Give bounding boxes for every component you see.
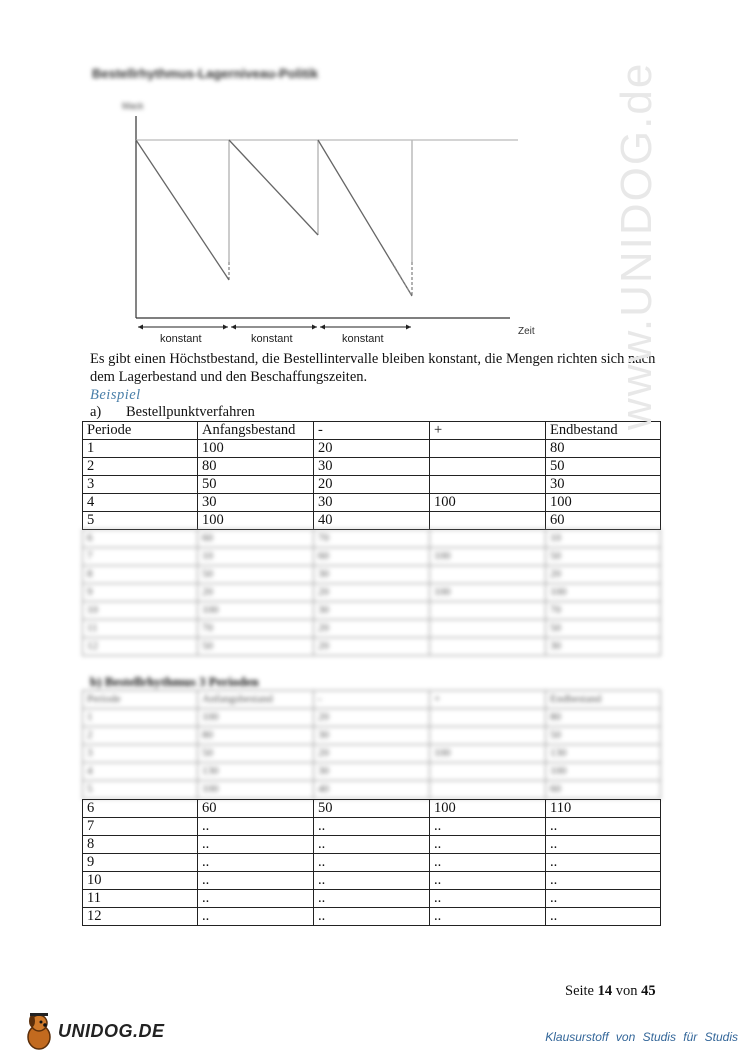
table-cell: .. [314, 818, 430, 836]
table-cell: 20 [314, 584, 430, 602]
table-cell: 9 [83, 854, 198, 872]
table-header-row [83, 691, 661, 709]
table-cell: 130 [546, 745, 661, 763]
table-cell [430, 458, 546, 476]
table-cell: 2 [83, 458, 198, 476]
chart-title: Bestellrhythmus-Lagerniveau-Politik [92, 66, 319, 81]
table-cell: 40 [314, 781, 430, 799]
example-heading: Beispiel [90, 387, 141, 403]
table-cell: 2 [83, 727, 198, 745]
table-cell [430, 530, 546, 548]
table-cell: 100 [546, 763, 661, 781]
table-cell: .. [198, 908, 314, 926]
table-cell: 1 [83, 709, 198, 727]
interval-label-2: konstant [251, 333, 293, 345]
table-cell: 6 [83, 530, 198, 548]
table-cell: 30 [198, 494, 314, 512]
table-cell: 100 [546, 494, 661, 512]
table-cell: 10 [198, 548, 314, 566]
table-cell: 30 [314, 566, 430, 584]
table-cell [430, 476, 546, 494]
table-row [83, 836, 661, 854]
y-axis-label: Mack [122, 101, 144, 111]
table-cell: 20 [314, 620, 430, 638]
table-cell [430, 602, 546, 620]
table-cell: 10 [83, 602, 198, 620]
table-cell: .. [430, 818, 546, 836]
table-cell: Periode [83, 422, 198, 440]
table-cell [430, 638, 546, 656]
table-cell: 7 [83, 548, 198, 566]
table-cell: 10 [546, 530, 661, 548]
table-cell: 60 [198, 530, 314, 548]
table-cell: 50 [546, 727, 661, 745]
table-cell: 100 [430, 494, 546, 512]
table-cell: 100 [430, 548, 546, 566]
table-row [83, 566, 661, 584]
table-cell: 7 [83, 818, 198, 836]
logo-text: UNIDOG.DE [58, 1020, 165, 1041]
page-total: 45 [641, 983, 656, 999]
table-row [83, 494, 661, 512]
table-cell: 80 [546, 709, 661, 727]
table-cell: .. [546, 908, 661, 926]
table-header-row [83, 422, 661, 440]
table-cell: 100 [430, 745, 546, 763]
table-cell [430, 620, 546, 638]
table-cell: .. [546, 836, 661, 854]
table-row [83, 709, 661, 727]
table-cell: 30 [314, 763, 430, 781]
table-cell: 30 [314, 458, 430, 476]
table-cell: .. [198, 818, 314, 836]
table-row [83, 458, 661, 476]
table-cell: .. [314, 836, 430, 854]
table-cell: 4 [83, 763, 198, 781]
table-cell: .. [430, 872, 546, 890]
table-row [83, 620, 661, 638]
page-label: Seite [565, 983, 594, 999]
dog-icon [24, 1011, 54, 1051]
table-cell: 50 [198, 566, 314, 584]
table-cell: 20 [314, 638, 430, 656]
table-cell: 60 [546, 512, 661, 530]
table-cell: .. [198, 890, 314, 908]
table-cell: .. [430, 836, 546, 854]
table-cell: .. [314, 854, 430, 872]
table-cell [430, 440, 546, 458]
table-cell: + [430, 422, 546, 440]
table-row [83, 872, 661, 890]
table-row [83, 727, 661, 745]
table-cell: 80 [198, 458, 314, 476]
table-row [83, 890, 661, 908]
table-cell: 60 [314, 548, 430, 566]
interval-label-1: konstant [160, 333, 202, 345]
table-cell: 100 [430, 584, 546, 602]
table-cell: 11 [83, 890, 198, 908]
table-row [83, 548, 661, 566]
table-cell: Endbestand [546, 422, 661, 440]
table-cell [430, 727, 546, 745]
consumption-line-1 [136, 140, 229, 280]
table-cell: .. [314, 890, 430, 908]
table-row [83, 584, 661, 602]
table-row [83, 512, 661, 530]
table-a-blurred [82, 529, 661, 656]
table-row [83, 800, 661, 818]
table-row [83, 530, 661, 548]
table-cell: 10 [83, 872, 198, 890]
table-cell: 30 [314, 727, 430, 745]
table-cell: 100 [430, 800, 546, 818]
table-b [82, 799, 661, 926]
table-a [82, 421, 661, 530]
table-cell: 40 [314, 512, 430, 530]
table-cell: 4 [83, 494, 198, 512]
table-cell: 100 [198, 709, 314, 727]
table-cell: 60 [546, 781, 661, 799]
table-cell: 5 [83, 512, 198, 530]
table-row [83, 476, 661, 494]
section-a-label: Bestellpunktverfahren [126, 404, 255, 420]
unidog-logo[interactable] [24, 1010, 165, 1052]
table-cell: 50 [198, 638, 314, 656]
table-cell: 3 [83, 745, 198, 763]
table-row [83, 908, 661, 926]
table-cell: 80 [546, 440, 661, 458]
table-row [83, 781, 661, 799]
table-row [83, 854, 661, 872]
table-cell [430, 709, 546, 727]
table-cell: 50 [198, 476, 314, 494]
page-number [565, 983, 656, 1000]
section-b-heading: b) Bestellrhythmus 3 Perioden [90, 674, 259, 689]
table-cell: 50 [314, 800, 430, 818]
table-cell: 100 [198, 781, 314, 799]
table-cell: 60 [198, 800, 314, 818]
table-cell: 70 [546, 602, 661, 620]
table-cell: 70 [314, 530, 430, 548]
table-row [83, 763, 661, 781]
table-cell: 20 [314, 745, 430, 763]
description-paragraph: Es gibt einen Höchstbestand, die Bestellintervalle bleiben konstant, die Mengen richten sich nach dem Lagerbestand und den Beschaffungszeiten. [90, 351, 656, 385]
table-cell: .. [546, 872, 661, 890]
table-cell: .. [198, 836, 314, 854]
table-cell: 6 [83, 800, 198, 818]
section-a-heading [90, 404, 255, 421]
table-cell: 5 [83, 781, 198, 799]
table-b-blurred [82, 690, 661, 799]
consumption-line-2 [229, 140, 318, 235]
watermark-text: www.UNIDOG.de [612, 61, 661, 430]
table-cell: .. [546, 890, 661, 908]
table-cell: Anfangsbestand [198, 422, 314, 440]
footer-slogan: Klausurstoff von Studis für Studis [545, 1030, 738, 1044]
table-cell: 50 [198, 745, 314, 763]
table-row [83, 818, 661, 836]
table-cell: 50 [546, 548, 661, 566]
table-cell: - [314, 691, 430, 709]
table-cell: .. [430, 908, 546, 926]
table-cell [430, 781, 546, 799]
table-cell: Periode [83, 691, 198, 709]
table-cell: - [314, 422, 430, 440]
table-cell: 3 [83, 476, 198, 494]
table-cell: .. [198, 854, 314, 872]
table-row [83, 602, 661, 620]
section-a-number: a) [90, 404, 102, 420]
table-cell: .. [546, 818, 661, 836]
table-cell: .. [314, 908, 430, 926]
table-cell [430, 763, 546, 781]
table-row [83, 638, 661, 656]
table-cell: 8 [83, 566, 198, 584]
table-cell: 20 [314, 476, 430, 494]
table-cell [430, 512, 546, 530]
table-row [83, 440, 661, 458]
table-cell: 12 [83, 638, 198, 656]
table-cell: 20 [314, 440, 430, 458]
table-cell: 70 [198, 620, 314, 638]
page-current: 14 [597, 983, 613, 999]
table-cell: 80 [198, 727, 314, 745]
table-row [83, 745, 661, 763]
table-cell: 30 [546, 476, 661, 494]
table-cell: 50 [546, 458, 661, 476]
table-cell: Endbestand [546, 691, 661, 709]
table-cell: 20 [546, 566, 661, 584]
table-cell: .. [430, 890, 546, 908]
table-cell: .. [314, 872, 430, 890]
table-cell: 50 [546, 620, 661, 638]
table-cell: 100 [198, 440, 314, 458]
table-cell: 100 [546, 584, 661, 602]
table-cell: 100 [198, 512, 314, 530]
table-cell: 20 [314, 709, 430, 727]
table-cell: .. [546, 854, 661, 872]
table-cell: 11 [83, 620, 198, 638]
table-cell: + [430, 691, 546, 709]
table-cell: 20 [198, 584, 314, 602]
table-cell: 8 [83, 836, 198, 854]
table-cell: 130 [198, 763, 314, 781]
table-cell: 100 [198, 602, 314, 620]
table-cell: 30 [314, 494, 430, 512]
x-axis-label: Zeit [518, 326, 535, 337]
table-cell: 1 [83, 440, 198, 458]
page-of: von [615, 983, 638, 999]
table-cell: 30 [546, 638, 661, 656]
interval-label-3: konstant [342, 333, 384, 345]
table-cell [430, 566, 546, 584]
table-cell: Anfangsbestand [198, 691, 314, 709]
table-cell: 9 [83, 584, 198, 602]
table-cell: 30 [314, 602, 430, 620]
table-cell: 12 [83, 908, 198, 926]
table-cell: .. [430, 854, 546, 872]
table-cell: .. [198, 872, 314, 890]
table-cell: 110 [546, 800, 661, 818]
